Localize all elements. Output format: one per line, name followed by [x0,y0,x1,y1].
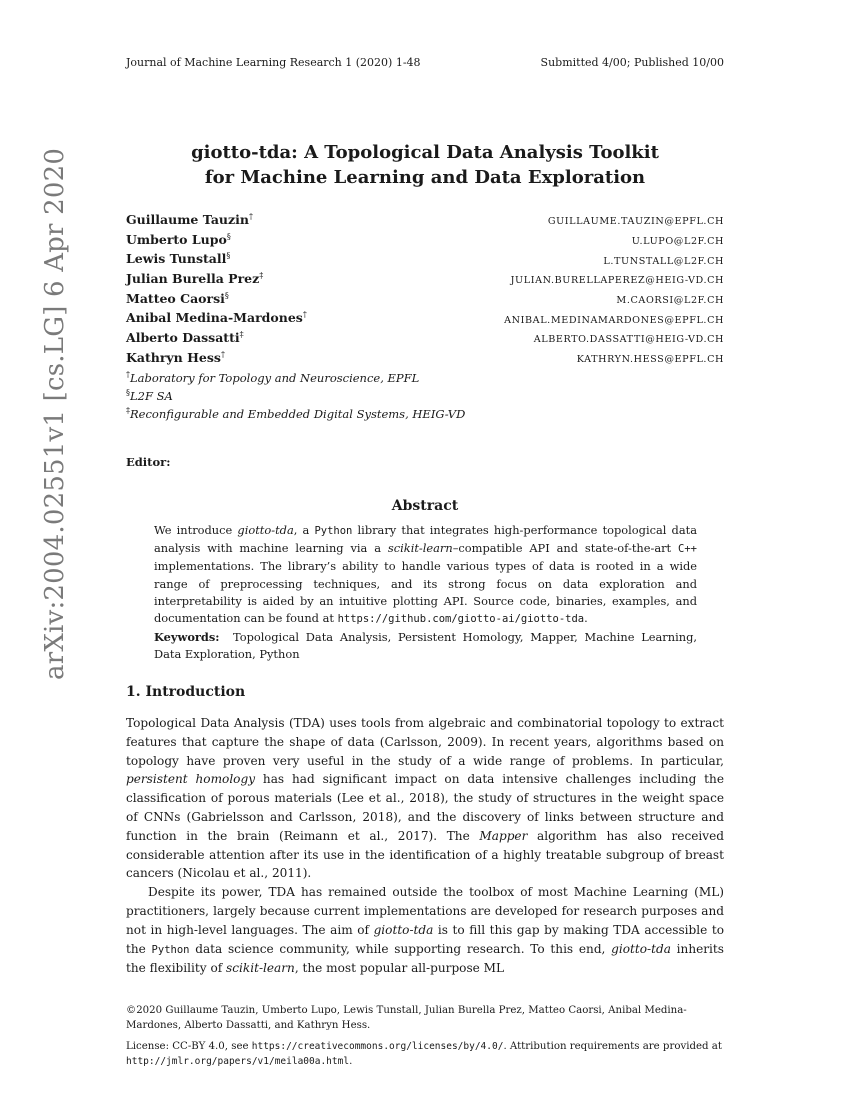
license-notice: License: CC-BY 4.0, see https://creativecommons.org/licenses/by/4.0/. Attribution requirements are provided at http://jmlr.org/papers/v1/meila00a.html. [126,1041,722,1067]
title-line-1: giotto-tda: A Topological Data Analysis Toolkit [191,142,659,163]
author-email[interactable]: KATHRYN.HESS@EPFL.CH [576,353,724,365]
author-email[interactable]: M.CAORSI@L2F.CH [616,294,724,306]
affiliation: §L2F SA [126,387,173,403]
author-row [126,310,724,330]
author-name: Lewis Tunstall§ [126,251,231,267]
author-row [126,271,724,291]
author-email[interactable]: U.LUPO@L2F.CH [631,235,724,247]
section-heading-introduction: 1. Introduction [126,684,246,700]
author-email[interactable]: ALBERTO.DASSATTI@HEIG-VD.CH [533,334,724,346]
author-row [126,330,724,350]
author-name: Kathryn Hess† [126,349,225,365]
author-name: Julian Burella Prez‡ [126,271,264,287]
submission-dates: Submitted 4/00; Published 10/00 [540,56,724,69]
author-row [126,251,724,271]
author-email[interactable]: ANIBAL.MEDINAMARDONES@EPFL.CH [504,314,724,326]
editor-label: Editor: [126,455,171,469]
paragraph: Topological Data Analysis (TDA) uses tools from algebraic and combinatorial topology to extract features that capture the shape of data (Carlsson, 2009). In recent years, algorithms based on topology have proven very useful in the study of a wide range of problems. In particular, persistent homology has had significant impact on data intensive challenges including the classification of porous materials (Lee et al., 2018), the study of structures in the weight space of CNNs (Gabrielsson and Carlsson, 2018), and the discovery of links between structure and function in the brain (Reimann et al., 2017). The Mapper algorithm has also received considerable attention after its use in the identification of a highly treatable subgroup of breast cancers (Nicolau et al., 2011). [126,716,724,881]
copyright-notice: ©2020 Guillaume Tauzin, Umberto Lupo, Lewis Tunstall, Julian Burella Prez, Matteo Caorsi, Anibal Medina-Mardones, Alberto Dassatti, and Kathryn Hess. [126,1005,687,1031]
title-line-2: for Machine Learning and Data Exploration [204,167,646,188]
author-row [126,291,724,311]
author-row [126,350,724,370]
license-link[interactable]: https://creativecommons.org/licenses/by/4.0/ [251,1041,504,1052]
github-link[interactable]: https://github.com/giotto-ai/giotto-tda [337,613,585,626]
paper-title [126,140,724,190]
abstract-body [154,522,697,664]
author-row [126,232,724,252]
keywords: Keywords: Topological Data Analysis, Persistent Homology, Mapper, Machine Learning, Data Exploration, Python [154,630,697,662]
journal-header: Journal of Machine Learning Research 1 (2020) 1-48 [126,56,421,69]
author-name: Guillaume Tauzin† [126,212,253,228]
author-name: Matteo Caorsi§ [126,290,229,306]
author-name: Alberto Dassatti‡ [126,330,244,346]
affiliation: ‡Reconfigurable and Embedded Digital Systems, HEIG-VD [126,405,466,421]
introduction-body [126,714,724,978]
author-email[interactable]: JULIAN.BURELLAPEREZ@HEIG-VD.CH [510,275,724,287]
author-email[interactable]: GUILLAUME.TAUZIN@EPFL.CH [547,216,724,228]
paragraph: Despite its power, TDA has remained outside the toolbox of most Machine Learning (ML) practitioners, largely because current implementations are developed for research purposes and not in high-level languages. The aim of giotto-tda is to fill this gap by making TDA accessible to the Python data science community, while supporting research. To this end, giotto-tda inherits the flexibility of scikit-learn, the most popular all-purpose ML [126,885,724,976]
author-name: Anibal Medina-Mardones† [126,310,307,326]
author-block [126,212,724,424]
jmlr-link[interactable]: http://jmlr.org/papers/v1/meila00a.html [126,1055,350,1067]
affiliation: †Laboratory for Topology and Neuroscience, EPFL [126,369,420,385]
arxiv-stamp[interactable]: arXiv:2004.02551v1 [cs.LG] 6 Apr 2020 [40,147,70,680]
abstract-text: We introduce giotto-tda, a Python library that integrates high-performance topological data analysis with machine learning via a scikit-learn–compatible API and state-of-the-art C++ implementations. The library’s ability to handle various types of data is rooted in a wide range of preprocessing techniques, and its strong focus on data exploration and interpretability is aided by an intuitive plotting API. Source code, binaries, examples, and documentation can be found at https://github.com/giotto-ai/giotto-tda. [154,523,697,626]
author-email[interactable]: L.TUNSTALL@L2F.CH [603,255,724,267]
abstract-heading: Abstract [391,498,459,514]
author-name: Umberto Lupo§ [126,231,231,247]
author-row [126,212,724,232]
